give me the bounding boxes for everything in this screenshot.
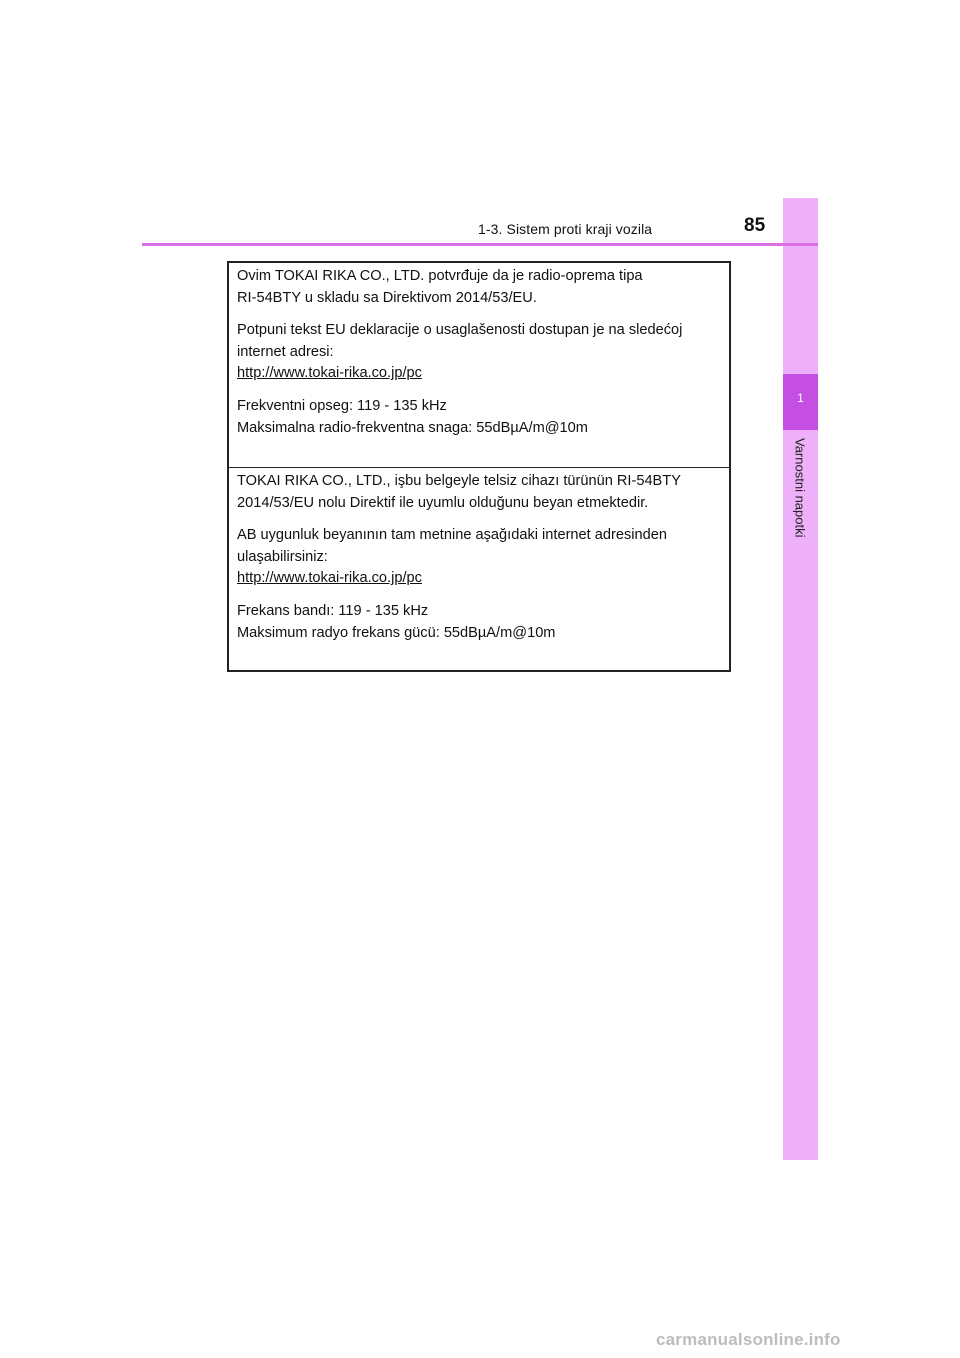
declaration-line: AB uygunluk beyanının tam metnine aşağıdaki internet adresinden bbox=[237, 527, 667, 544]
declaration-line: ulaşabilirsiniz: bbox=[237, 548, 328, 565]
page-number: 85 bbox=[744, 215, 766, 236]
declaration-line: Potpuni tekst EU deklaracije o usaglašenosti dostupan je na sledećoj bbox=[237, 322, 683, 339]
declaration-line: internet adresi: bbox=[237, 343, 334, 360]
chapter-title: Varnostni napotki bbox=[792, 438, 808, 538]
chapter-number: 1 bbox=[797, 391, 804, 405]
declaration-link[interactable]: http://www.tokai-rika.co.jp/pc bbox=[237, 365, 422, 382]
declaration-link[interactable]: http://www.tokai-rika.co.jp/pc bbox=[237, 570, 422, 587]
section-title: 1-3. Sistem proti kraji vozila bbox=[478, 221, 653, 237]
declaration-line: 2014/53/EU nolu Direktif ile uyumlu olduğunu beyan etmektedir. bbox=[237, 494, 649, 511]
watermark-text: carmanualsonline.info bbox=[656, 1330, 841, 1349]
declaration-box bbox=[227, 261, 731, 672]
declaration-line: Maksimalna radio-frekventna snaga: 55dBµA/m@10m bbox=[237, 419, 588, 436]
declaration-line: Maksimum radyo frekans gücü: 55dBµA/m@10m bbox=[237, 624, 556, 641]
chapter-number-tab bbox=[783, 374, 818, 430]
declaration-serbian bbox=[229, 263, 729, 468]
declaration-line: TOKAI RIKA CO., LTD., işbu belgeyle telsiz cihazı türünün RI-54BTY bbox=[237, 473, 681, 489]
declaration-line: Frekventni opseg: 119 - 135 kHz bbox=[237, 397, 447, 414]
declaration-line: RI-54BTY u skladu sa Direktivom 2014/53/EU. bbox=[237, 289, 537, 306]
declaration-line: Frekans bandı: 119 - 135 kHz bbox=[237, 602, 429, 619]
chapter-side-tab bbox=[783, 198, 818, 1160]
declaration-line: Ovim TOKAI RIKA CO., LTD. potvrđuje da je radio-oprema tipa bbox=[237, 268, 643, 284]
header-divider bbox=[142, 243, 818, 246]
declaration-turkish bbox=[229, 468, 729, 670]
